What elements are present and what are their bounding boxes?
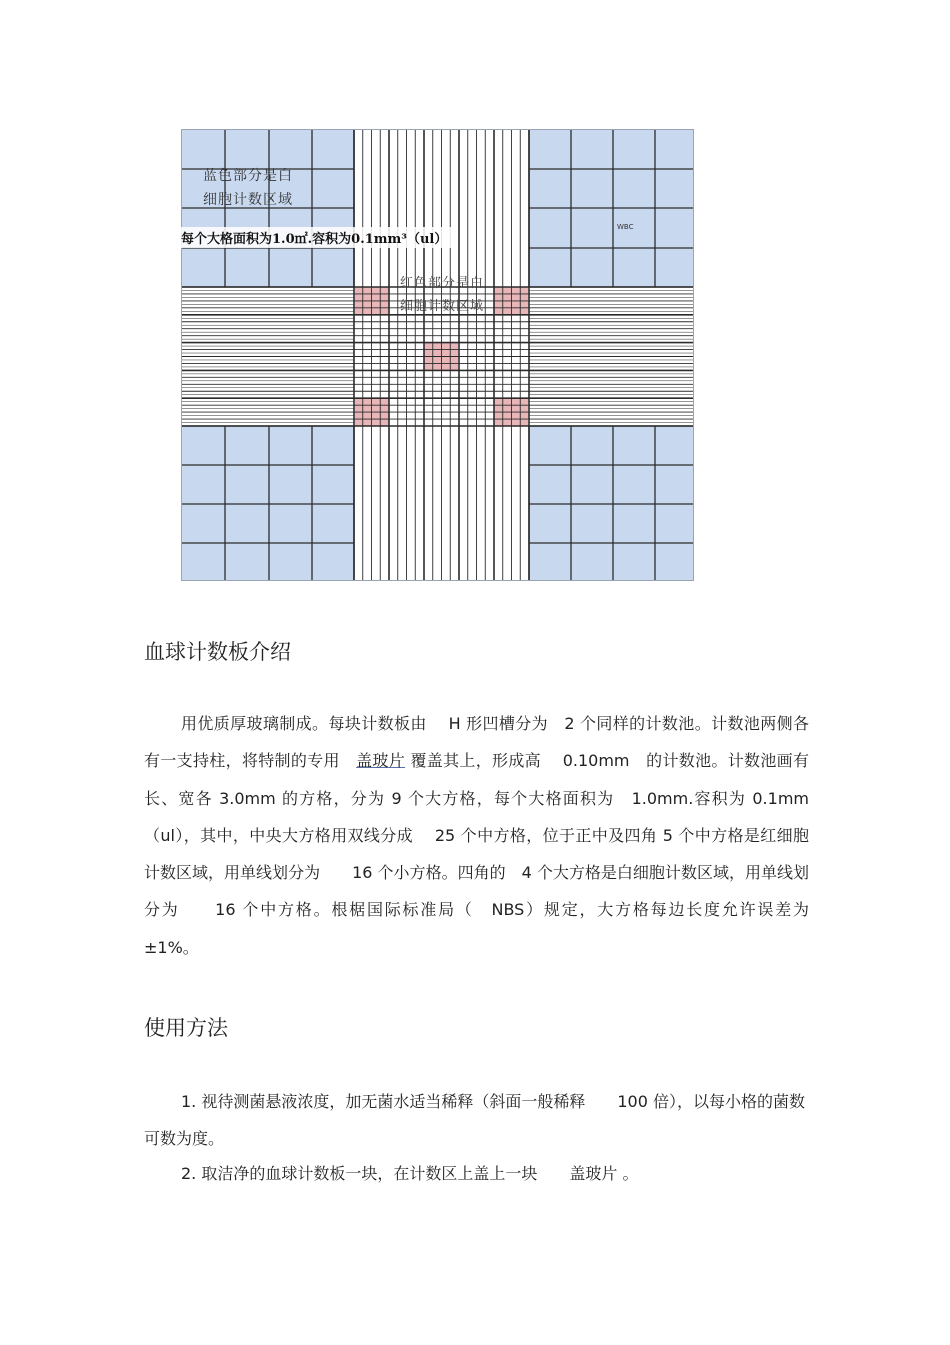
coverslip-link[interactable]: 盖玻片 bbox=[356, 751, 406, 771]
intro-text-part2: 覆盖其上，形成高 0.10mm 的计数池。计数池画有长、宽各 3.0mm 的方格，分为 9 个大方格，每个大格面积为 1.0mm.容积为 0.1mm （ul），其中，中央大方格用双线分成 25 个中方格，位于正中及四角 5 个中方格是红细胞计数区域，用单线划分为 16 个小方格。四角的 4 个大方格是白细胞计数区域，用单线划分为 16 个中方格。根椐国际标准局（ NBS）规定，大方格每边长度允许误差为 ±1%。 bbox=[144, 751, 826, 957]
introduction-paragraph bbox=[144, 705, 826, 966]
section-title-introduction: 血球计数板介绍 bbox=[144, 640, 291, 664]
hemocytometer-grid-figure bbox=[181, 129, 694, 581]
intro-text-part1: 用优质厚玻璃制成。每块计数板由 H 形凹槽分为 2 个同样的计数池。计数池两侧各有一支持柱，将特制的专用 bbox=[144, 714, 809, 771]
blue-area-label-line2: 细胞计数区域 bbox=[203, 192, 293, 208]
area-volume-note: 每个大格面积为1.0㎡.容积为0.1mm³（ul） bbox=[181, 227, 451, 248]
red-area-label-line1: 红色部分是白 bbox=[400, 276, 485, 291]
usage-step-2: 2. 取洁净的血球计数板一块，在计数区上盖上一块 盖玻片 。 bbox=[181, 1164, 639, 1183]
blue-area-label-line1: 蓝色部分是白 bbox=[203, 168, 293, 184]
usage-step-1: 1. 视待测菌悬液浓度，加无菌水适当稀释（斜面一般稀释 100 倍），以每小格的菌数可数为度。 bbox=[144, 1092, 805, 1148]
section-title-usage: 使用方法 bbox=[144, 1016, 228, 1040]
red-area-label-line2: 细胞计数区域 bbox=[400, 299, 485, 314]
wbc-label: WBC bbox=[617, 223, 634, 231]
